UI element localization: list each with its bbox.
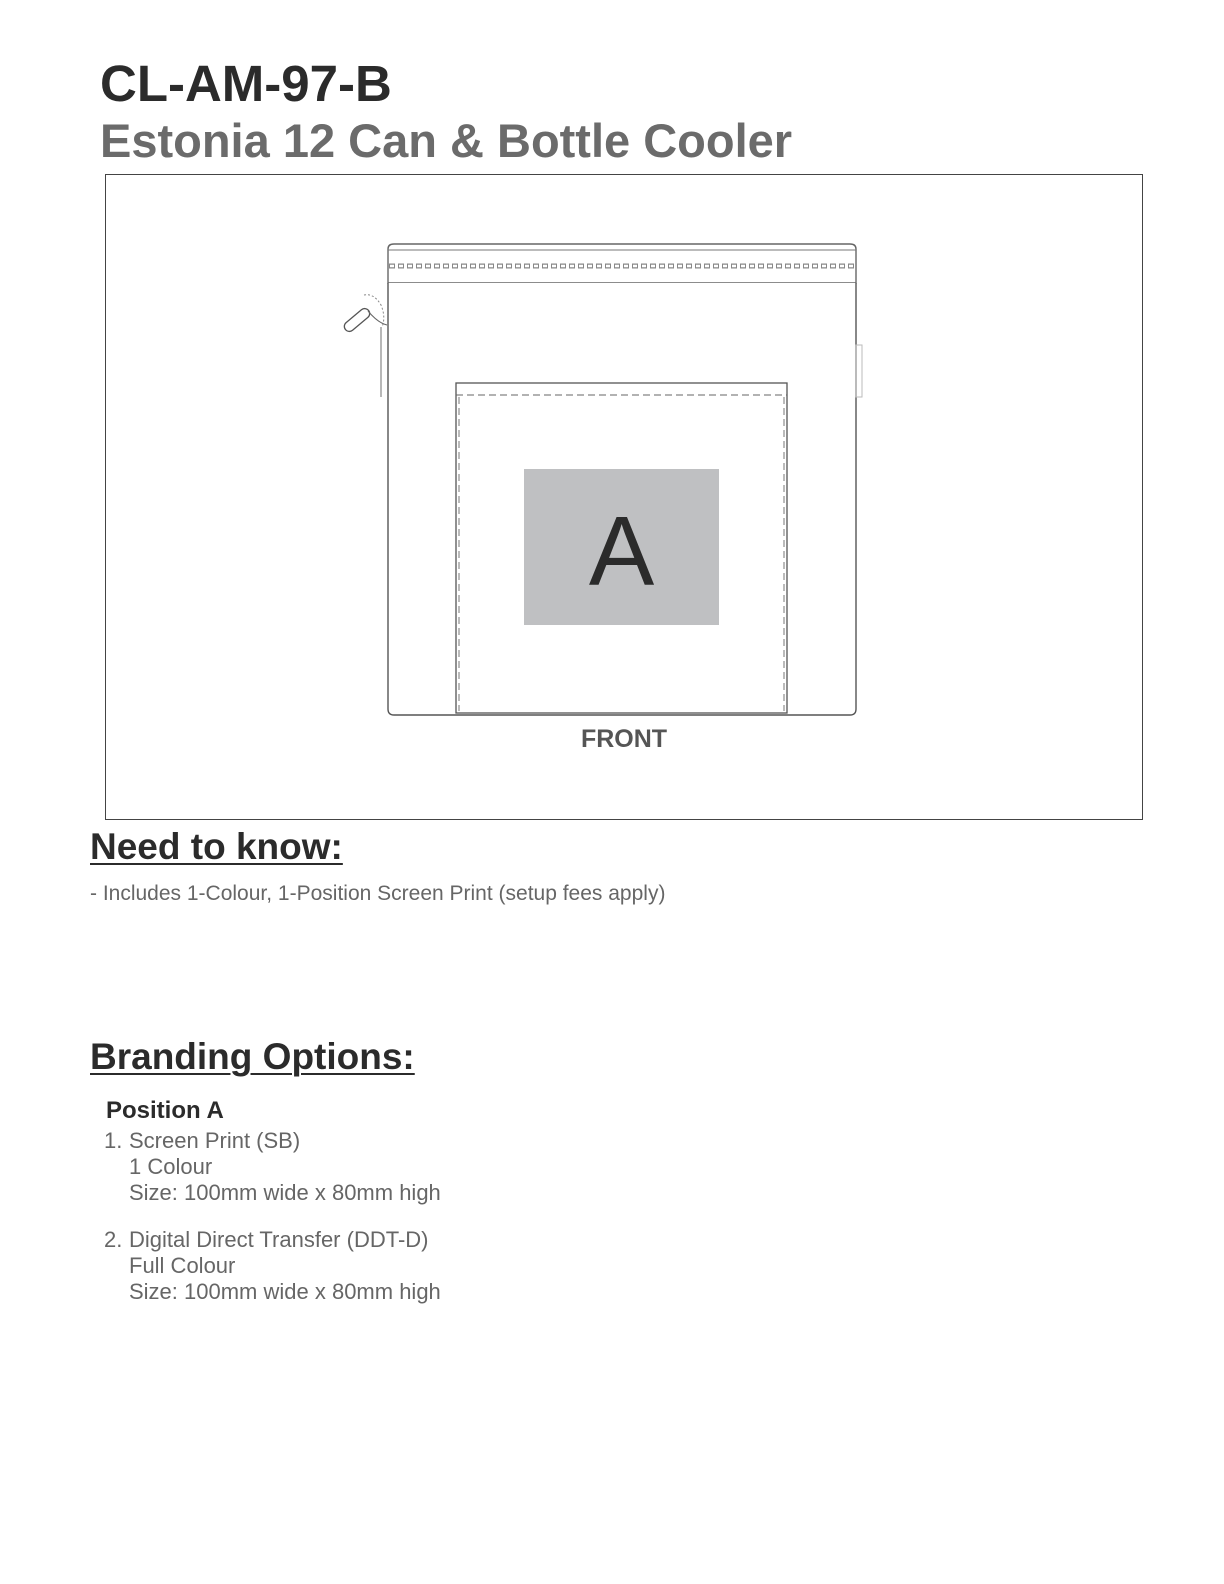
- product-drawing-frame: [105, 174, 1143, 820]
- option-colour: Full Colour: [129, 1253, 236, 1278]
- product-code: CL-AM-97-B: [100, 55, 392, 112]
- branding-option-digital-transfer: [104, 1227, 441, 1305]
- zipper-pull-icon: [342, 295, 387, 397]
- option-size: Size: 100mm wide x 80mm high: [129, 1180, 441, 1205]
- option-name: Digital Direct Transfer (DDT-D): [129, 1227, 429, 1252]
- option-number: 2.: [104, 1227, 123, 1252]
- branding-option-screen-print: [104, 1128, 441, 1206]
- print-area-label: A: [588, 496, 655, 606]
- option-colour: 1 Colour: [129, 1154, 213, 1179]
- position-a-heading: Position A: [106, 1097, 224, 1124]
- need-to-know-heading: Need to know:: [90, 826, 343, 867]
- option-number: 1.: [104, 1128, 123, 1153]
- option-name: Screen Print (SB): [129, 1128, 301, 1153]
- need-to-know-item: - Includes 1-Colour, 1-Position Screen Print (setup fees apply): [90, 882, 666, 905]
- branding-options-heading: Branding Options:: [90, 1036, 415, 1077]
- option-size: Size: 100mm wide x 80mm high: [129, 1279, 441, 1304]
- view-label: FRONT: [580, 725, 668, 753]
- side-tab: [856, 345, 862, 397]
- product-name: Estonia 12 Can & Bottle Cooler: [100, 114, 793, 167]
